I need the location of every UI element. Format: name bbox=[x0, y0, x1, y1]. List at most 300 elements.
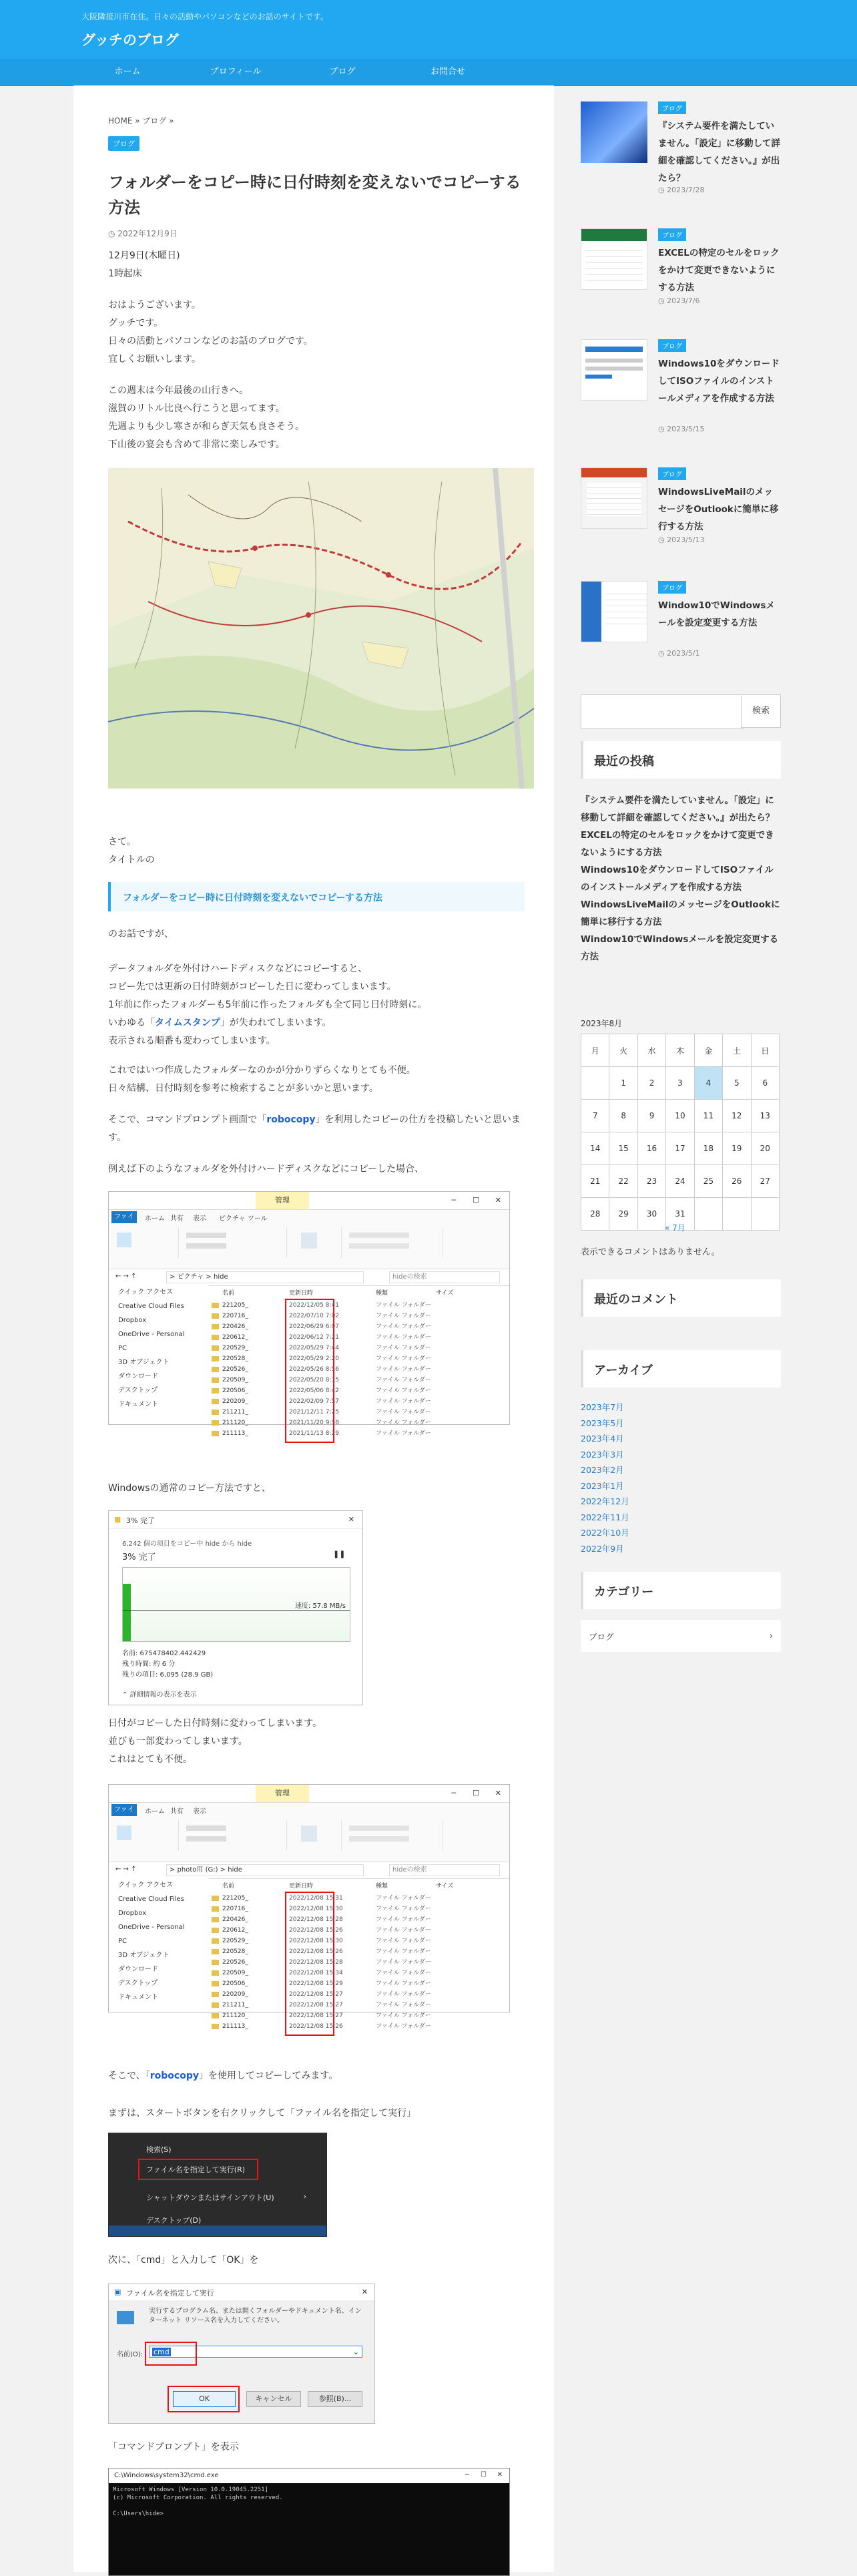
recent-post-link[interactable]: WindowsLiveMailのメッセージをOutlookに簡単に移行する方法 bbox=[581, 899, 780, 927]
menu-search[interactable]: 検索(S) bbox=[146, 2145, 172, 2154]
col-modified[interactable]: 更新日時 bbox=[289, 1290, 314, 1297]
close-icon[interactable]: ✕ bbox=[495, 1196, 501, 1205]
archive-link[interactable]: 2023年7月 bbox=[581, 1402, 624, 1412]
post-title-link[interactable]: Windows10をダウンロードしてISOファイルのインストールメディアを作成する方法 bbox=[658, 359, 780, 404]
view-tab[interactable]: 表示 bbox=[193, 1808, 206, 1815]
file-row[interactable] bbox=[209, 1300, 509, 1311]
calendar-day: 9 bbox=[637, 1100, 665, 1132]
file-name: 220426_ bbox=[222, 1323, 248, 1330]
tree-item[interactable]: PC bbox=[118, 1345, 127, 1352]
nav-contact[interactable]: お問合せ bbox=[430, 67, 465, 77]
category-item[interactable] bbox=[581, 1620, 781, 1653]
file-row[interactable] bbox=[209, 1407, 509, 1418]
post-badge[interactable]: ブログ bbox=[658, 228, 686, 241]
menu-desktop[interactable]: デスクトップ(D) bbox=[146, 2216, 202, 2225]
tree-item[interactable]: OneDrive - Personal bbox=[118, 1924, 185, 1931]
checkbox-icon[interactable] bbox=[349, 1243, 409, 1249]
tree-item[interactable]: デスクトップ bbox=[118, 1387, 158, 1394]
file-row[interactable] bbox=[209, 1893, 509, 1904]
archive-link[interactable]: 2022年12月 bbox=[581, 1496, 629, 1506]
nav-tree bbox=[109, 1878, 209, 2012]
calendar-weekday: 火 bbox=[609, 1034, 637, 1067]
calendar-weekday: 木 bbox=[666, 1034, 694, 1067]
file-type: ファイル フォルダー bbox=[376, 1970, 431, 1976]
col-type[interactable]: 種類 bbox=[376, 1290, 388, 1297]
tree-item[interactable]: 3D オブジェクト bbox=[118, 1359, 170, 1366]
file-row[interactable] bbox=[209, 1385, 509, 1396]
folder-icon bbox=[212, 1936, 222, 1946]
recent-post-link[interactable]: 『システム要件を満たしていません。「設定」に移動して詳細を確認してください。』が出たら？ bbox=[581, 795, 775, 823]
layout-group bbox=[180, 1227, 287, 1258]
file-row[interactable] bbox=[209, 1375, 509, 1385]
search-field[interactable]: hideの検索 bbox=[389, 1864, 500, 1876]
manage-tab[interactable]: 管理 bbox=[256, 1192, 309, 1209]
file-modified: 2022/12/08 15:26 bbox=[289, 1927, 343, 1934]
picture-tools-tab[interactable]: ピクチャ ツール bbox=[219, 1215, 268, 1223]
text: 」が失われてしまいます。 bbox=[220, 1018, 332, 1028]
problem-line: 表示される順番も変わってしまいます。 bbox=[108, 1036, 276, 1046]
text: 」を使用してコピーしてみます。 bbox=[198, 2071, 338, 2081]
menu-shutdown[interactable] bbox=[146, 2192, 306, 2203]
file-row[interactable] bbox=[209, 1311, 509, 1321]
pane-group bbox=[111, 1820, 179, 1851]
run-input-value: cmd bbox=[154, 2348, 170, 2356]
calendar-day: 24 bbox=[666, 1165, 694, 1198]
sort-icon[interactable] bbox=[301, 1826, 317, 1842]
calendar-day: 15 bbox=[609, 1132, 637, 1165]
nav-profile[interactable]: プロフィール bbox=[210, 67, 262, 77]
file-row[interactable] bbox=[209, 1418, 509, 1428]
home-tab[interactable]: ホーム bbox=[145, 1215, 165, 1223]
col-size[interactable]: サイズ bbox=[436, 1883, 454, 1890]
tree-item[interactable]: ドキュメント bbox=[118, 1401, 158, 1408]
copy-percent: 3% 完了 bbox=[122, 1552, 156, 1562]
no-comments-text: 表示できるコメントはありません。 bbox=[581, 1247, 720, 1257]
thumb-line bbox=[585, 375, 612, 379]
weekend-line: 下山後の宴会も含めて非常に楽しみです。 bbox=[108, 439, 285, 450]
minimize-icon[interactable]: ─ bbox=[451, 1789, 456, 1797]
section-heading-text: フォルダーをコピー時に日付時刻を変えないでコピーする方法 bbox=[123, 893, 382, 903]
file-type: ファイル フォルダー bbox=[376, 2002, 431, 2008]
recent-post-link[interactable]: EXCELの特定のセルをロックをかけて変更できないようにする方法 bbox=[581, 830, 774, 858]
file-name: 220612_ bbox=[222, 1334, 248, 1341]
file-row[interactable] bbox=[209, 1914, 509, 1925]
calendar-day: 25 bbox=[694, 1165, 722, 1198]
file-type: ファイル フォルダー bbox=[376, 1387, 431, 1394]
maximize-icon[interactable]: ☐ bbox=[481, 2471, 487, 2479]
timestamp-highlight: タイムスタンプ bbox=[155, 1018, 220, 1028]
file-modified: 2022/02/09 7:57 bbox=[289, 1398, 339, 1405]
copy-progress-bar bbox=[123, 1584, 131, 1641]
folder-icon bbox=[212, 1343, 222, 1353]
post-badge[interactable]: ブログ bbox=[658, 581, 686, 594]
calendar-day: 31 bbox=[666, 1198, 694, 1231]
share-tab[interactable]: 共有 bbox=[170, 1215, 184, 1223]
file-modified: 2022/12/08 15:27 bbox=[289, 2002, 343, 2008]
calendar-day: 17 bbox=[666, 1132, 694, 1165]
close-icon[interactable]: ✕ bbox=[361, 2288, 368, 2296]
recent-post-link[interactable]: Windows10をダウンロードしてISOファイルのインストールメディアを作成する方法 bbox=[581, 865, 774, 893]
calendar-weekday: 土 bbox=[723, 1034, 751, 1067]
explorer-ribbon bbox=[109, 1803, 509, 1862]
tree-item[interactable]: OneDrive - Personal bbox=[118, 1331, 185, 1338]
file-row[interactable] bbox=[209, 1936, 509, 1946]
sidebar-post[interactable] bbox=[581, 323, 781, 433]
post-thumbnail[interactable] bbox=[581, 581, 647, 642]
file-row[interactable] bbox=[209, 1904, 509, 1914]
file-type: ファイル フォルダー bbox=[376, 1366, 431, 1373]
file-row[interactable] bbox=[209, 2010, 509, 2021]
explorer-screenshot-after bbox=[108, 1784, 510, 2030]
col-size[interactable]: サイズ bbox=[436, 1290, 454, 1297]
file-row[interactable] bbox=[209, 1925, 509, 1936]
post-date: ◷ 2023/5/13 bbox=[658, 535, 705, 544]
after-copy-paragraph bbox=[108, 1715, 529, 1769]
cmd-title: C:\Windows\system32\cmd.exe bbox=[114, 2472, 219, 2479]
folder-icon bbox=[212, 1364, 222, 1375]
text: いわゆる「 bbox=[108, 1018, 155, 1028]
chevron-down-icon[interactable]: ⌄ bbox=[352, 2348, 359, 2356]
folder-icon bbox=[212, 2000, 222, 2010]
file-type: ファイル フォルダー bbox=[376, 1334, 431, 1341]
tree-item[interactable]: ダウンロード bbox=[118, 1966, 158, 1973]
file-modified: 2022/05/20 8:15 bbox=[289, 1377, 339, 1383]
less-details-link[interactable]: ⌃ 詳細情報の表示を表示 bbox=[122, 1691, 197, 1699]
archive-link[interactable]: 2022年11月 bbox=[581, 1512, 629, 1522]
copy-remaining: 残り時間: 約 6 分 bbox=[122, 1661, 176, 1668]
thumb-line bbox=[585, 347, 643, 352]
file-type: ファイル フォルダー bbox=[376, 1302, 431, 1309]
close-icon[interactable]: ✕ bbox=[495, 1789, 501, 1797]
post-date: ◷ 2022年12月9日 bbox=[108, 229, 178, 238]
file-row[interactable] bbox=[209, 1978, 509, 1989]
path-field[interactable]: > photo用 (G:) > hide bbox=[166, 1864, 364, 1876]
nav-home[interactable]: ホーム bbox=[114, 67, 141, 77]
file-type: ファイル フォルダー bbox=[376, 1906, 431, 1912]
layout-icon[interactable] bbox=[186, 1233, 226, 1238]
run-dialog-title: ファイル名を指定して実行 bbox=[126, 2289, 214, 2298]
minimize-icon[interactable]: ─ bbox=[451, 1196, 456, 1205]
maximize-icon[interactable]: ☐ bbox=[473, 1789, 479, 1797]
tree-item[interactable]: クイック アクセス bbox=[118, 1882, 174, 1889]
highlight-run-box bbox=[138, 2159, 258, 2180]
calendar-prev-link[interactable]: « 7月 bbox=[665, 1223, 685, 1233]
archive-link[interactable]: 2022年10月 bbox=[581, 1528, 629, 1538]
manage-tab[interactable]: 管理 bbox=[256, 1785, 309, 1802]
file-row[interactable] bbox=[209, 1968, 509, 1978]
file-row[interactable] bbox=[209, 1428, 509, 1439]
file-modified: 2022/06/12 7:21 bbox=[289, 1334, 339, 1341]
pane-icon[interactable] bbox=[117, 1826, 131, 1840]
post-badge[interactable]: ブログ bbox=[658, 339, 686, 352]
folder-icon bbox=[212, 1968, 222, 1978]
post-badge[interactable]: ブログ bbox=[658, 101, 686, 114]
post-title-link[interactable]: EXCELの特定のセルをロックをかけて変更できないようにする方法 bbox=[658, 248, 780, 293]
archive-link[interactable]: 2023年2月 bbox=[581, 1465, 624, 1475]
post-title-link[interactable]: Window10でWindowsメールを設定変更する方法 bbox=[658, 600, 775, 628]
run-dialog-titlebar bbox=[109, 2284, 374, 2300]
file-type: ファイル フォルダー bbox=[376, 1398, 431, 1405]
file-row[interactable] bbox=[209, 1946, 509, 1957]
calendar-caption: 2023年8月 bbox=[581, 1019, 623, 1028]
layout-group bbox=[180, 1820, 287, 1851]
file-row[interactable] bbox=[209, 1332, 509, 1343]
col-name[interactable]: 名前 bbox=[222, 1290, 235, 1297]
calendar-day: 28 bbox=[581, 1198, 609, 1231]
checkbox-icon[interactable] bbox=[349, 1836, 409, 1842]
file-modified: 2022/05/06 8:42 bbox=[289, 1387, 339, 1394]
file-modified: 2022/12/08 15:28 bbox=[289, 1959, 343, 1966]
search-field[interactable]: hideの検索 bbox=[389, 1271, 500, 1283]
highlight-dates-box bbox=[285, 1299, 334, 1443]
weekend-line: 滋賀のリトル比良へ行こうと思ってます。 bbox=[108, 403, 285, 414]
file-row[interactable] bbox=[209, 1364, 509, 1375]
file-row[interactable] bbox=[209, 2000, 509, 2010]
file-name: 220528_ bbox=[222, 1948, 248, 1955]
back-arrow-icon[interactable]: ← → ↑ bbox=[115, 1273, 137, 1280]
file-row[interactable] bbox=[209, 1957, 509, 1968]
view-tab[interactable]: 表示 bbox=[193, 1215, 206, 1223]
file-name: 220506_ bbox=[222, 1387, 248, 1394]
tree-item[interactable]: デスクトップ bbox=[118, 1980, 158, 1987]
tree-item[interactable]: Dropbox bbox=[118, 1317, 147, 1324]
problem-line: 1年前に作ったフォルダーも5年前に作ったフォルダも全て同じ日付時刻に。 bbox=[108, 1000, 427, 1010]
post-thumbnail[interactable] bbox=[581, 339, 647, 401]
checkbox-icon[interactable] bbox=[349, 1826, 409, 1831]
recent-post-link[interactable]: Window10でWindowsメールを設定変更する方法 bbox=[581, 934, 779, 962]
cmd-output[interactable] bbox=[109, 2483, 509, 2521]
post-date: ◷ 2023/7/6 bbox=[658, 296, 700, 305]
intro-line: 12月9日(木曜日) bbox=[108, 250, 180, 261]
home-tab[interactable]: ホーム bbox=[145, 1808, 165, 1815]
calendar-day: 29 bbox=[609, 1198, 637, 1231]
post-thumbnail[interactable] bbox=[581, 101, 647, 163]
file-modified: 2022/12/05 8:41 bbox=[289, 1302, 339, 1309]
weekend-paragraph bbox=[108, 382, 529, 454]
show-hide-group bbox=[342, 1227, 443, 1258]
file-name: 220716_ bbox=[222, 1313, 248, 1319]
site-title-link[interactable]: グッチのブログ bbox=[81, 32, 179, 48]
copy-progress-dialog bbox=[108, 1510, 363, 1705]
file-name: 220509_ bbox=[222, 1970, 248, 1976]
copy-details bbox=[122, 1649, 213, 1681]
calendar-day: 23 bbox=[637, 1165, 665, 1198]
calendar-day: 27 bbox=[751, 1165, 779, 1198]
tree-item[interactable]: ドキュメント bbox=[118, 1994, 158, 2001]
excel-ribbon bbox=[581, 229, 647, 241]
folder-icon bbox=[212, 1407, 222, 1418]
highlight-ok-box bbox=[168, 2386, 240, 2412]
path-field[interactable]: > ピクチャ > hide bbox=[166, 1271, 364, 1283]
folder-icon bbox=[212, 1321, 222, 1332]
tree-item[interactable]: ダウンロード bbox=[118, 1373, 158, 1380]
calendar-weekday: 水 bbox=[637, 1034, 665, 1067]
inconvenience-line: これではいつ作成したフォルダーなのかが分かりずらくなりとても不便。 bbox=[108, 1065, 416, 1076]
sidebar-post[interactable] bbox=[581, 451, 781, 558]
archive-link[interactable]: 2023年3月 bbox=[581, 1449, 624, 1460]
post-badge[interactable]: ブログ bbox=[658, 467, 686, 480]
problem-line bbox=[108, 1014, 529, 1032]
file-name: 220612_ bbox=[222, 1927, 248, 1934]
file-type: ファイル フォルダー bbox=[376, 1948, 431, 1955]
tree-item[interactable]: PC bbox=[118, 1938, 127, 1945]
post-title-link[interactable]: 『システム要件を満たしていません。「設定」に移動して詳細を確認してください。』が出たら？ bbox=[658, 121, 781, 184]
close-icon[interactable]: ✕ bbox=[348, 1515, 354, 1524]
post-date: ◷ 2023/7/28 bbox=[658, 186, 705, 194]
folder-icon bbox=[212, 1375, 222, 1385]
file-row[interactable] bbox=[209, 1396, 509, 1407]
nav-blog[interactable]: ブログ bbox=[329, 67, 356, 77]
search-button[interactable]: 検索 bbox=[741, 694, 781, 728]
section-heading bbox=[108, 882, 525, 911]
file-row[interactable] bbox=[209, 2021, 509, 2032]
calendar-day: 2 bbox=[637, 1067, 665, 1100]
browse-button[interactable]: 参照(B)... bbox=[308, 2391, 362, 2407]
tree-item[interactable]: 3D オブジェクト bbox=[118, 1952, 170, 1959]
sort-icon[interactable] bbox=[301, 1233, 317, 1249]
post-thumbnail[interactable] bbox=[581, 228, 647, 290]
maximize-icon[interactable]: ☐ bbox=[473, 1196, 479, 1205]
calendar-weekday: 日 bbox=[751, 1034, 779, 1067]
menu-run[interactable]: ファイル名を指定して実行(R) bbox=[146, 2165, 246, 2174]
start-rightclick-text: まずは、スタートボタンを右クリックして「ファイル名を指定して実行」 bbox=[108, 2108, 416, 2119]
hanashi-text: のお話ですが、 bbox=[108, 929, 174, 939]
minimize-icon[interactable]: ─ bbox=[465, 2471, 469, 2479]
col-modified[interactable]: 更新日時 bbox=[289, 1883, 314, 1890]
recent-comments-heading bbox=[581, 1279, 781, 1317]
tree-item[interactable]: Creative Cloud Files bbox=[118, 1896, 184, 1903]
calendar bbox=[581, 1034, 780, 1231]
calendar-day: 11 bbox=[694, 1100, 722, 1132]
sidebar-post[interactable] bbox=[581, 565, 781, 672]
file-type: ファイル フォルダー bbox=[376, 1895, 431, 1902]
calendar-day: 12 bbox=[723, 1100, 751, 1132]
file-tab[interactable]: ファイル bbox=[111, 1211, 137, 1223]
thumb-header bbox=[581, 468, 647, 477]
taskbar bbox=[109, 2225, 326, 2236]
map-illustration bbox=[108, 468, 534, 789]
archive-link[interactable]: 2023年1月 bbox=[581, 1480, 624, 1491]
archive-link[interactable]: 2023年5月 bbox=[581, 1418, 624, 1428]
calendar-day: 4 bbox=[694, 1067, 722, 1100]
layout-icon[interactable] bbox=[186, 1826, 226, 1831]
current-view-group bbox=[288, 1820, 342, 1851]
run-app-icon: ▣ bbox=[114, 2288, 121, 2296]
calendar-day bbox=[751, 1198, 779, 1231]
file-tab[interactable]: ファイル bbox=[111, 1804, 137, 1816]
category-badge[interactable]: ブログ bbox=[108, 136, 139, 151]
file-type: ファイル フォルダー bbox=[376, 2012, 431, 2019]
share-tab[interactable]: 共有 bbox=[170, 1808, 184, 1815]
normal-copy-text: Windowsの通常のコピー方法ですと、 bbox=[108, 1483, 271, 1494]
cancel-button[interactable]: キャンセル bbox=[246, 2391, 301, 2407]
close-icon[interactable]: ✕ bbox=[497, 2471, 503, 2479]
ok-button[interactable]: OK bbox=[173, 2391, 236, 2407]
pane-icon[interactable] bbox=[117, 1233, 131, 1247]
file-type: ファイル フォルダー bbox=[376, 1377, 431, 1383]
example-text: 例えば下のようなフォルダを外付けハードディスクなどにコピーした場合、 bbox=[108, 1164, 424, 1174]
file-modified: 2022/05/29 2:20 bbox=[289, 1355, 339, 1362]
folder-icon bbox=[212, 1957, 222, 1968]
file-row[interactable] bbox=[209, 1343, 509, 1353]
col-name[interactable]: 名前 bbox=[222, 1883, 235, 1890]
intro-line: 1時起床 bbox=[108, 268, 142, 279]
file-type: ファイル フォルダー bbox=[376, 1980, 431, 1987]
problem-line: データフォルダを外付けハードディスクなどにコピーすると、 bbox=[108, 963, 368, 974]
run-program-icon bbox=[117, 2311, 134, 2324]
copy-line: 6,242 個の項目をコピー中 hide から hide bbox=[122, 1540, 252, 1548]
file-name: 211120_ bbox=[222, 1420, 248, 1426]
back-arrow-icon[interactable]: ← → ↑ bbox=[115, 1866, 137, 1873]
file-name: 220506_ bbox=[222, 1980, 248, 1987]
nav-tree bbox=[109, 1285, 209, 1424]
chevron-right-icon: › bbox=[770, 1631, 773, 1641]
pause-icon[interactable]: ❚❚ bbox=[333, 1550, 346, 1558]
tree-item[interactable]: Creative Cloud Files bbox=[118, 1303, 184, 1310]
file-row[interactable] bbox=[209, 1321, 509, 1332]
calendar-day: 14 bbox=[581, 1132, 609, 1165]
explorer-screenshot-before bbox=[108, 1191, 510, 1437]
calendar-day: 3 bbox=[666, 1067, 694, 1100]
post-date: ◷ 2023/5/15 bbox=[658, 425, 705, 433]
folder-icon bbox=[212, 1300, 222, 1311]
file-type: ファイル フォルダー bbox=[376, 1916, 431, 1923]
file-name: 211113_ bbox=[222, 1430, 248, 1437]
recent-posts-list bbox=[581, 792, 781, 965]
file-row[interactable] bbox=[209, 1989, 509, 2000]
post-title-link[interactable]: WindowsLiveMailのメッセージをOutlookに簡単に移行する方法 bbox=[658, 487, 779, 532]
post-thumbnail[interactable] bbox=[581, 467, 647, 529]
file-name: 220716_ bbox=[222, 1906, 248, 1912]
folder-icon bbox=[212, 2021, 222, 2032]
tree-item[interactable]: Dropbox bbox=[118, 1910, 147, 1917]
show-hide-group bbox=[342, 1820, 443, 1851]
sidebar-post[interactable] bbox=[581, 212, 781, 319]
breadcrumb[interactable]: HOME » ブログ » bbox=[108, 116, 174, 126]
calendar-day: 6 bbox=[751, 1067, 779, 1100]
file-type: ファイル フォルダー bbox=[376, 1409, 431, 1416]
after-map-line: さて。 bbox=[108, 837, 136, 847]
archive-link[interactable]: 2022年9月 bbox=[581, 1543, 624, 1554]
folder-icon bbox=[212, 1418, 222, 1428]
sidebar-post[interactable] bbox=[581, 85, 781, 192]
robocopy-use-paragraph bbox=[108, 2067, 529, 2085]
folder-icon bbox=[212, 2010, 222, 2021]
calendar-day: 30 bbox=[637, 1198, 665, 1231]
layout-icon[interactable] bbox=[186, 1836, 226, 1842]
search-input[interactable] bbox=[581, 694, 744, 729]
site-tagline: 大阪隣接川市在住。日々の活動やパソコンなどのお話のサイトです。 bbox=[81, 12, 328, 21]
copy-graph bbox=[122, 1567, 350, 1642]
file-row[interactable] bbox=[209, 1353, 509, 1364]
layout-icon[interactable] bbox=[186, 1243, 226, 1249]
folder-icon bbox=[212, 1925, 222, 1936]
tree-item[interactable]: クイック アクセス bbox=[118, 1289, 174, 1296]
col-type[interactable]: 種類 bbox=[376, 1883, 388, 1890]
calendar-weekday: 月 bbox=[581, 1034, 609, 1067]
copy-items: 残りの項目: 6,095 (28.9 GB) bbox=[122, 1671, 214, 1679]
thumb-panel bbox=[581, 582, 601, 642]
archive-link[interactable]: 2023年4月 bbox=[581, 1434, 624, 1444]
checkbox-icon[interactable] bbox=[349, 1233, 409, 1238]
pane-group bbox=[111, 1227, 179, 1258]
run-name-label: 名前(O): bbox=[117, 2351, 144, 2358]
explorer-titlebar bbox=[109, 1785, 509, 1803]
cmd-line: C:\Users\hide> bbox=[113, 2511, 164, 2517]
cmd-display-text: 「コマンドプロンプト」を表示 bbox=[108, 2442, 239, 2452]
menu-shutdown-label: シャットダウンまたはサインアウト(U) bbox=[146, 2193, 274, 2202]
after-copy-line: 並びも一部変わってしまいます。 bbox=[108, 1736, 248, 1747]
